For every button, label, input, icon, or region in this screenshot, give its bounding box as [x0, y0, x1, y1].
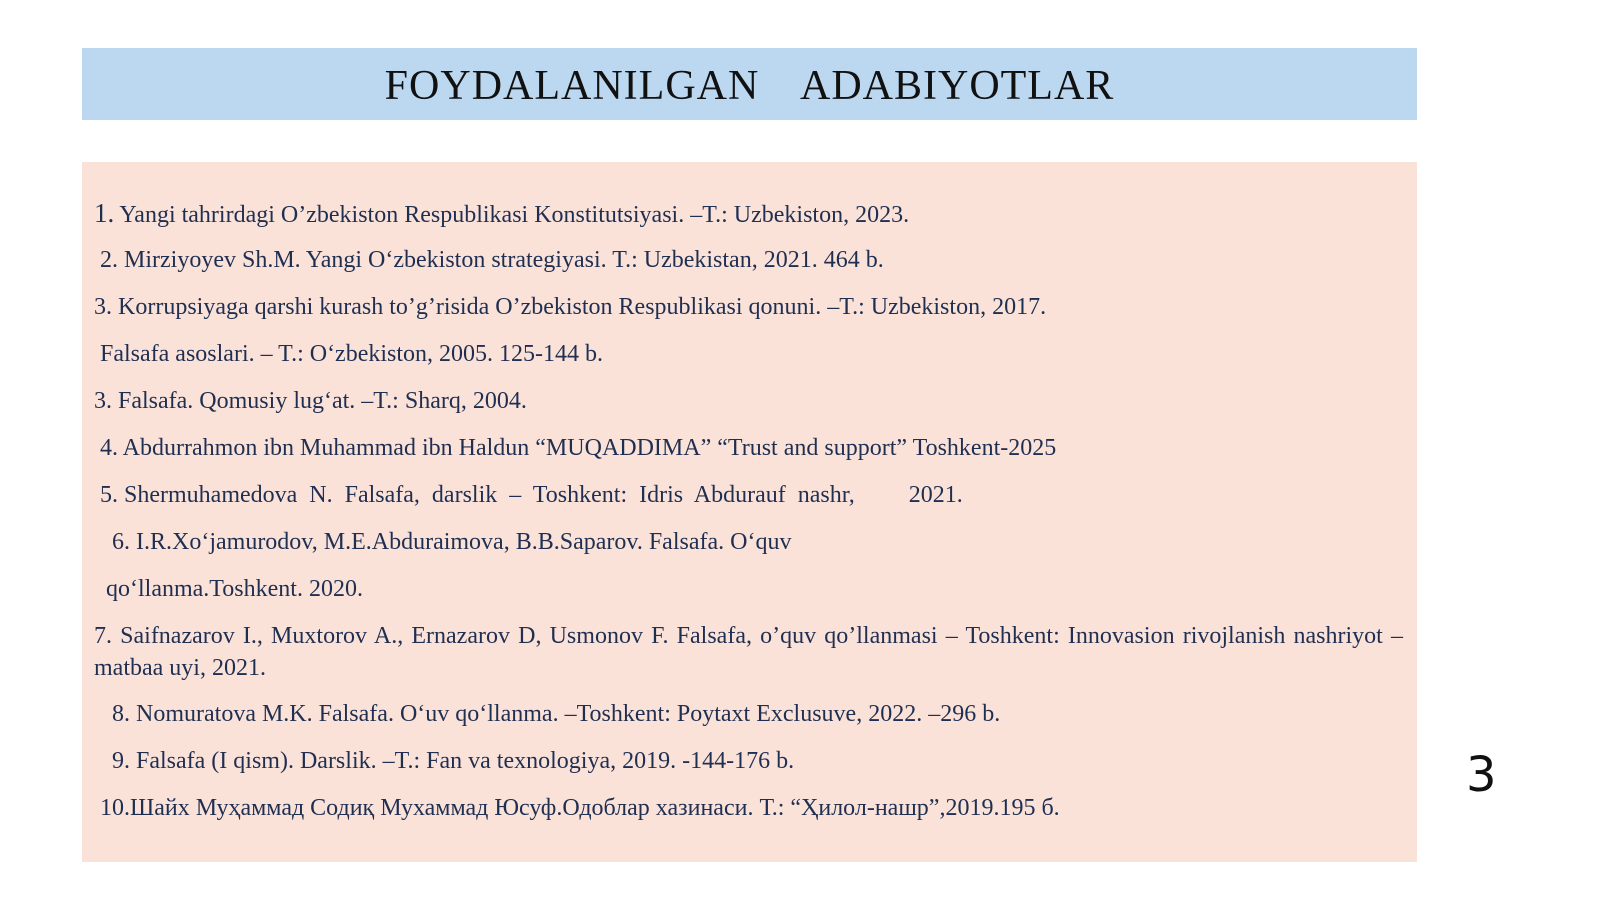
page-number: 3 [1466, 747, 1497, 803]
reference-item-5: 3. Falsafa. Qomusiy lug‘at. –T.: Sharq, 2004. [94, 388, 527, 414]
reference-text: Yangi tahrirdagi O’zbekiston Respublikasi Konstitutsiyasi. –T.: Uzbekiston, 2023. [114, 202, 910, 228]
reference-item-1 [94, 197, 1403, 231]
slide-title: FOYDALANILGAN ADABIYOTLAR [384, 63, 1115, 109]
reference-item-3: 3. Korrupsiyaga qarshi kurash to’g’risida O’zbekiston Respublikasi qonuni. –T.: Uzbekiston, 2017. [94, 294, 1047, 320]
reference-item-10: 8. Nomuratova M.K. Falsafa. O‘uv qo‘llanma. –Toshkent: Poytaxt Exclusuve, 2022. –296 b. [94, 701, 1001, 727]
reference-item-8: 6. I.R.Xo‘jamurodov, M.E.Abduraimova, B.B.Saparov. Falsafa. O‘quv [94, 529, 792, 555]
reference-item-7: 5. Shermuhamedova N. Falsafa, darslik – Toshkent: Idris Abdurauf nashr, 2021. [94, 482, 963, 508]
reference-item-11: 9. Falsafa (I qism). Darslik. –T.: Fan va texnologiya, 2019. -144-176 b. [94, 748, 795, 774]
reference-item-2: 2. Mirziyoyev Sh.M. Yangi O‘zbekiston strategiyasi. T.: Uzbekistan, 2021. 464 b. [94, 247, 884, 273]
reference-item-9: 7. Saifnazarov I., Muxtorov A., Ernazarov D, Usmonov F. Falsafa, o’quv qo’llanmasi – Toshkent: Innovasion rivojlanish nashriyot –matbaa uyi, 2021. [94, 623, 1403, 681]
references-panel [82, 162, 1417, 862]
title-banner [82, 48, 1417, 120]
reference-number: 1. [94, 198, 115, 228]
reference-item-12: 10.Шайх Муҳаммад Содиқ Мухаммад Юсуф.Одоблар хазинаси. Т.: “Ҳилол-нашр”,2019.195 б. [94, 795, 1060, 821]
reference-item-4: Falsafa asoslari. – T.: O‘zbekiston, 2005. 125-144 b. [94, 341, 604, 367]
reference-item-6: 4. Abdurrahmon ibn Muhammad ibn Haldun “MUQADDIMA” “Trust and support” Toshkent-2025 [94, 435, 1057, 461]
reference-item-8-continued: qo‘llanma.Toshkent. 2020. [94, 576, 363, 602]
